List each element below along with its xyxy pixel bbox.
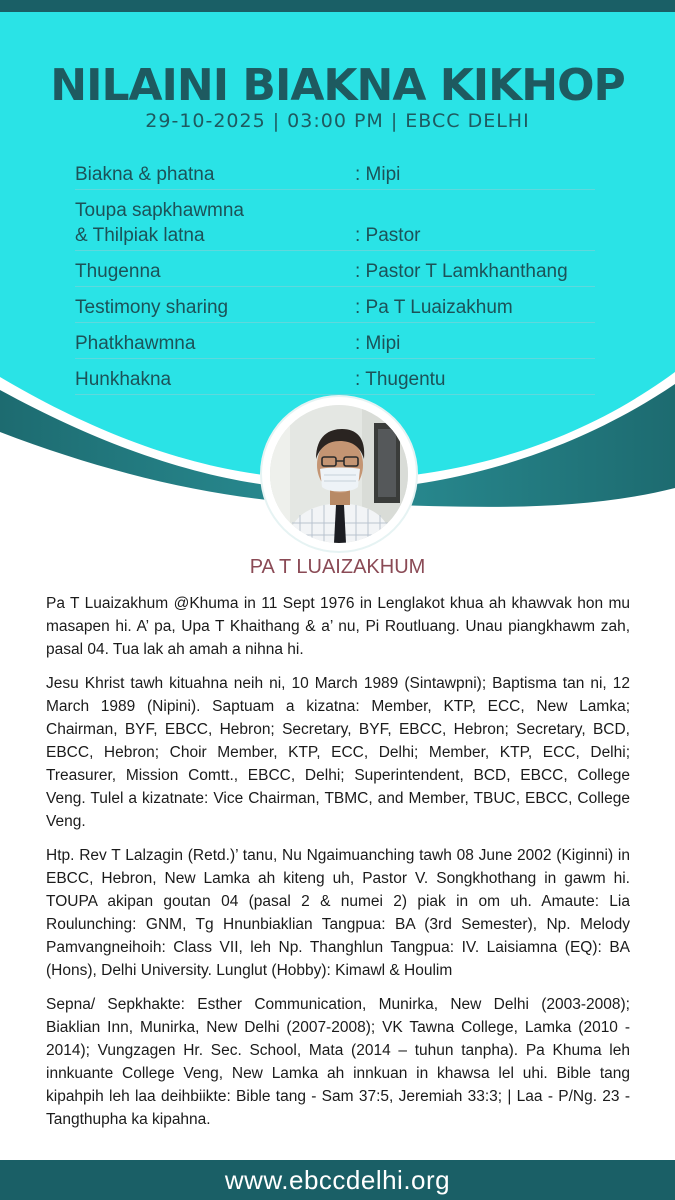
top-strip [0,0,675,12]
program-row [75,259,595,287]
bio-paragraph: Pa T Luaizakhum @Khuma in 11 Sept 1976 in Lenglakot khua ah khawvak hon mu masapen hi. A’ pa, Upa T Khaithang & a’ nu, Pi Routluang. Unau piangkhawm zah, pasal 04. Tua lak ah amah a nihna hi. [46,595,630,658]
program-role: Toupa sapkhawmna & Thilpiak latna [75,200,244,246]
program-person: : Mipi [355,333,401,354]
program-person: : Pa T Luaizakhum [355,297,513,318]
program-row [75,295,595,323]
program-role: Phatkhawmna [75,333,196,354]
program-row [75,331,595,359]
program-role: Thugenna [75,261,161,282]
bio-paragraph: Sepna/ Sepkhakte: Esther Communication, Munirka, New Delhi (2003-2008); Biaklian Inn, Munirka, New Delhi (2007-2008); VK Tawna College, Lamka (2010 - 2014); Vungzagen Hr. Sec. School, Mata (2014 – tuhun tanpha). Pa Khuma leh innkuante College Veng, New Lamka ah innkuan in khawsa lel uhi. Bible tang kipahpih leh laa deihbiikte: Bible tang - Sam 37:5, Jeremiah 33:3; | Laa - P/Ng. 23 - Tangthupha ka kipahna. [46,996,630,1128]
website-link[interactable]: www.ebccdelhi.org [224,1165,451,1195]
program-list [75,162,595,403]
program-role: Biakna & phatna [75,164,215,185]
program-row [75,198,595,251]
page-title: NILAINI BIAKNA KIKHOP [50,60,625,111]
footer [0,1160,675,1200]
biography [46,592,630,1142]
program-person: : Mipi [355,164,401,185]
program-person: : Pastor T Lamkhanthang [355,261,568,282]
person-photo [270,405,408,543]
program-row [75,162,595,190]
bio-paragraph: Jesu Khrist tawh kituahna neih ni, 10 March 1989 (Sintawpni); Baptisma tan ni, 12 March 1989 (Nipini). Saptuam a kizatna: Member, KTP, ECC, New Lamka; Chairman, BYF, EBCC, Hebron; Secretary, BYF, EBCC, Hebron; Secretary, BCD, EBCC, Hebron; Choir Member, KTP, ECC, Delhi; Member, KTP, ECC, Delhi; Treasurer, Mission Comtt., EBCC, Delhi; Superintendent, BCD, EBCC, College Veng. Tulel a kizatnate: Vice Chairman, TBMC, and Member, TBUC, EBCC, College Veng. [46,675,630,830]
bio-paragraph: Htp. Rev T Lalzagin (Retd.)’ tanu, Nu Ngaimuanching tawh 08 June 2002 (Kiginni) in EBCC, Hebron, New Lamka ah kiteng uh, Pastor V. Songkhothang in gawm hi. TOUPA akipan goutan 04 (pasal 2 & numei 2) piak in om uh. Amaute: Lia Roulunching: GNM, Tg Hnunbiaklian Tangpua: BA (3rd Semester), Np. Melody Pamvangneihoih: Class VII, leh Np. Thanghlun Tangpua: IV. Laisiamna (EQ): BA (Hons), Delhi University. Lunglut (Hobby): Kimawl & Houlim [46,847,630,979]
event-details: 29-10-2025 | 03:00 PM | EBCC DELHI [145,110,530,132]
person-name: PA T LUAIZAKHUM [249,556,426,578]
program-person: : Pastor [355,225,421,246]
program-row [75,367,595,395]
program-person: : Thugentu [355,369,446,390]
program-role: Testimony sharing [75,297,229,318]
program-role: Hunkhakna [75,369,172,390]
